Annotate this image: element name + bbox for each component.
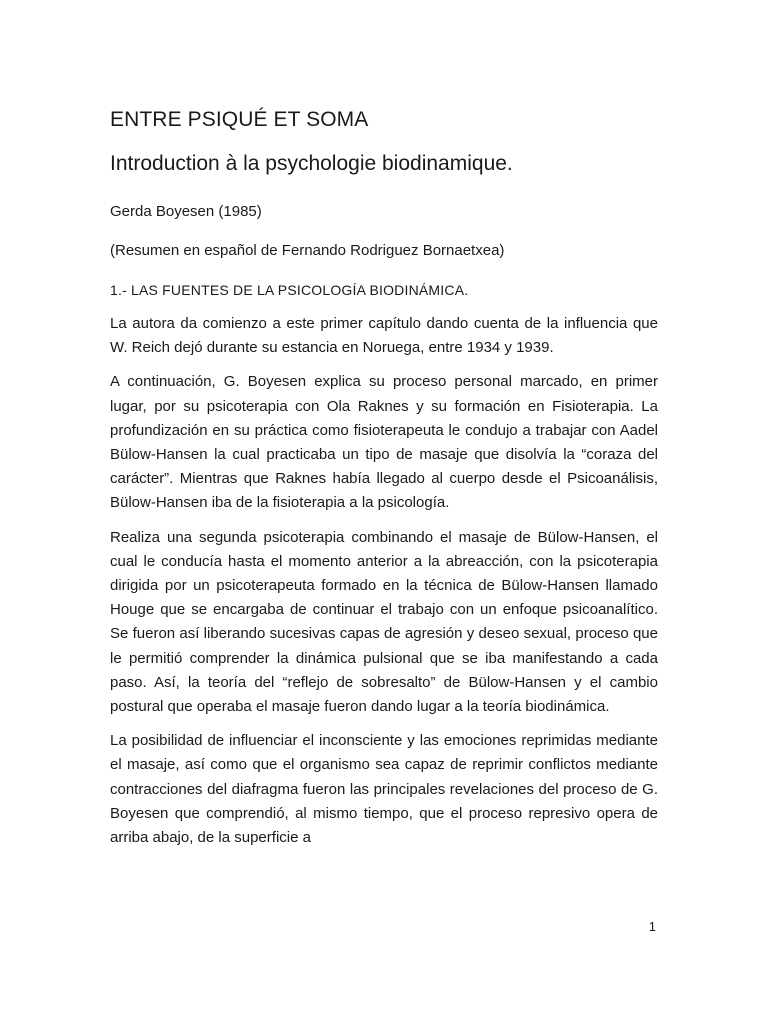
paragraph-2: A continuación, G. Boyesen explica su proceso personal marcado, en primer lugar, por su psicoterapia con Ola Raknes y su formación en Fisioterapia. La profundización en su práctica como fisioterapeuta le condujo a trabajar con Aadel Bülow-Hansen la cual practicaba un tipo de masaje que disolvía la “coraza del carácter”. Mientras que Raknes había llegado al cuerpo desde el Psicoanálisis, Bülow-Hansen iba de la fisioterapia a la psicología. bbox=[110, 373, 658, 512]
document-title: ENTRE PSIQUÉ ET SOMA bbox=[110, 108, 369, 131]
page-content bbox=[110, 106, 658, 860]
summary-credit-line: (Resumen en español de Fernando Rodriguez Bornaetxea) bbox=[110, 242, 505, 259]
page-number: 1 bbox=[648, 919, 656, 934]
paragraph-1: La autora da comienzo a este primer capítulo dando cuenta de la influencia que W. Reich dejó durante su estancia en Noruega, entre 1934 y 1939. bbox=[110, 315, 658, 357]
document-subtitle: Introduction à la psychologie biodinamique. bbox=[110, 152, 513, 175]
paragraph-3: Realiza una segunda psicoterapia combinando el masaje de Bülow-Hansen, el cual le conducía hasta el momento anterior a la abreacción, con la psicoterapia dirigida por un psicoterapeuta formado en la técnica de Bülow-Hansen llamado Houge que se encargaba de continuar el trabajo con un enfoque psicoanalítico. Se fueron así liberando sucesivas capas de agresión y deseo sexual, proceso que le permitió comprender la dinámica pulsional que se iba manifestando a cada paso. Así, la teoría del “reflejo de sobresalto” de Bülow-Hansen y el cambio postural que operaba el masaje fueron dando lugar a la teoría biodinámica. bbox=[110, 528, 658, 716]
paragraph-4: La posibilidad de influenciar el inconsciente y las emociones reprimidas mediante el masaje, así como que el organismo sea capaz de reprimir conflictos mediante contracciones del diafragma fueron las principales revelaciones del proceso de G. Boyesen que comprendió, al mismo tiempo, que el proceso represivo opera de arriba abajo, de la superficie a bbox=[110, 732, 658, 847]
section-heading: 1.- LAS FUENTES DE LA PSICOLOGÍA BIODINÁMICA. bbox=[110, 282, 469, 298]
author-line: Gerda Boyesen (1985) bbox=[110, 203, 262, 220]
